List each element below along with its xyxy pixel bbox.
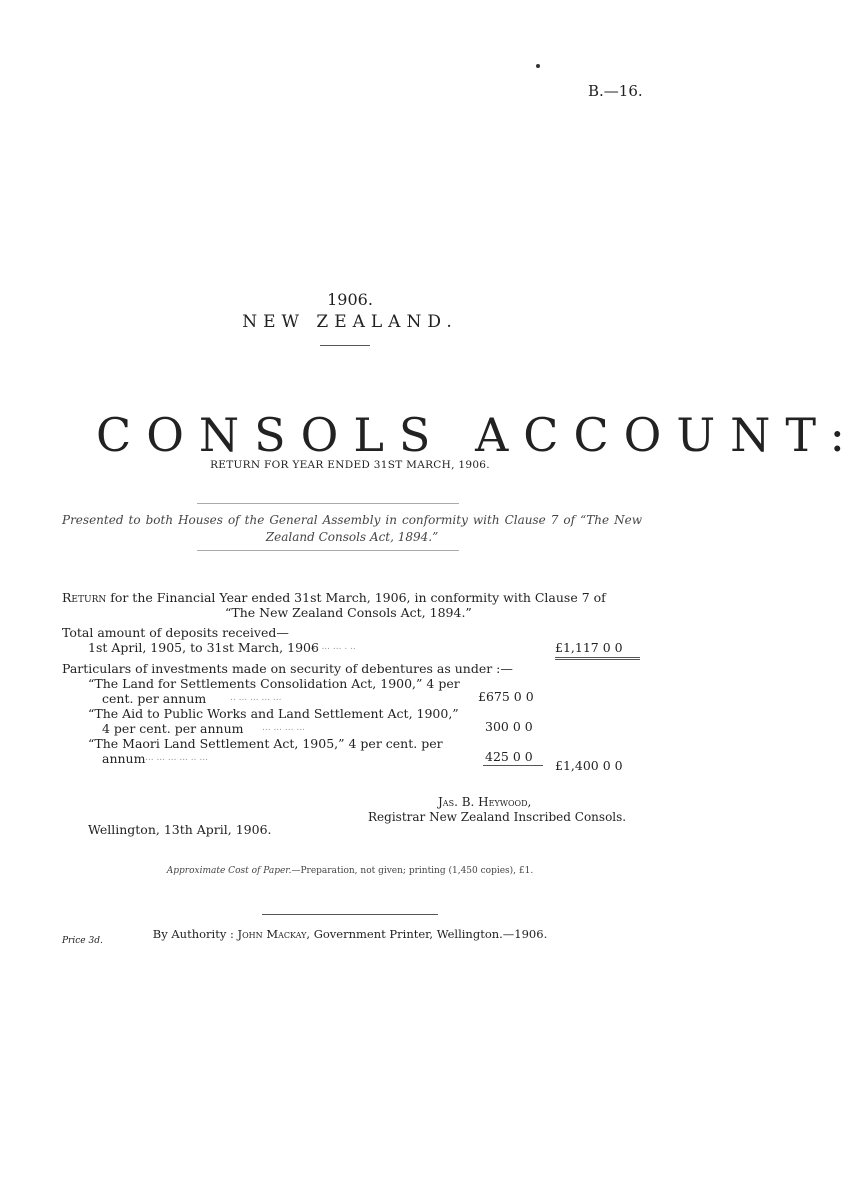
divider-bottom (197, 550, 459, 551)
investment-item-1-line1: “The Land for Settlements Consolidation Act, 1900,” 4 per (88, 676, 460, 691)
deposits-heading: Total amount of deposits received— (62, 625, 289, 640)
total-rule-1 (555, 657, 640, 658)
investments-heading: Particulars of investments made on security of debentures as under :— (62, 661, 513, 676)
cost-text: —Preparation, not given; printing (1,450 copies), £1. (291, 866, 534, 876)
investment-item-1-leaders: .. ... ... ... ... (230, 693, 282, 703)
divider-top (197, 503, 459, 504)
total-rule-2 (555, 659, 640, 660)
investment-item-3-amount: 425 0 0 (485, 749, 533, 764)
cost-of-paper (0, 866, 700, 876)
deposits-total: £1,117 0 0 (555, 640, 623, 655)
place-date: Wellington, 13th April, 1906. (88, 822, 272, 837)
authority-rest: , Government Printer, Wellington.—1906. (306, 927, 548, 941)
registrar-name: Jas. B. Heywood, (438, 795, 532, 809)
printer-name: John Mackay (237, 927, 307, 941)
return-act: “The New Zealand Consols Act, 1894.” (225, 605, 472, 620)
cost-label: Approximate Cost of Paper. (166, 866, 292, 876)
investment-item-2-line2: 4 per cent. per annum (102, 721, 244, 736)
investment-item-3-line1: “The Maori Land Settlement Act, 1905,” 4 per cent. per (88, 736, 443, 751)
return-statement (62, 590, 652, 605)
investments-total: £1,400 0 0 (555, 758, 623, 773)
investment-item-1-amount: £675 0 0 (478, 689, 534, 704)
document-title: CONSOLS ACCOUNT: (96, 408, 860, 462)
country-heading: NEW ZEALAND. (242, 312, 458, 332)
presented-statement: Presented to both Houses of the General Assembly in conformity with Clause 7 of “The New Zealand Consols Act, 1894.” (62, 513, 642, 544)
registrar-title: Registrar New Zealand Inscribed Consols. (368, 810, 627, 824)
footer-divider (262, 914, 438, 915)
paper-reference: B.—16. (588, 82, 643, 100)
return-lead: Return (62, 590, 107, 605)
authority-by: By Authority : (152, 927, 238, 941)
short-divider (320, 345, 370, 346)
investment-item-2-amount: 300 0 0 (485, 719, 533, 734)
investment-item-2-leaders: ... ... ... ... (262, 723, 305, 733)
publication-year: 1906. (327, 290, 373, 309)
subtotal-rule (483, 765, 543, 766)
deposits-period: 1st April, 1905, to 31st March, 1906 (88, 640, 319, 655)
investment-item-3-line2: annum (102, 751, 146, 766)
investment-item-1-line2: cent. per annum (102, 691, 207, 706)
printer-authority (0, 927, 700, 941)
price: Price 3d. (62, 936, 103, 946)
investment-item-3-leaders: ... ... ... ... .. ... (145, 753, 208, 763)
investment-item-2-line1: “The Aid to Public Works and Land Settlement Act, 1900,” (88, 706, 459, 721)
document-subtitle: RETURN FOR YEAR ENDED 31ST MARCH, 1906. (210, 459, 490, 471)
deposits-leaders: ... ... ... . .. (310, 642, 356, 652)
ink-speck (536, 64, 540, 68)
return-text: for the Financial Year ended 31st March, 1906, in conformity with Clause 7 of (106, 590, 606, 605)
